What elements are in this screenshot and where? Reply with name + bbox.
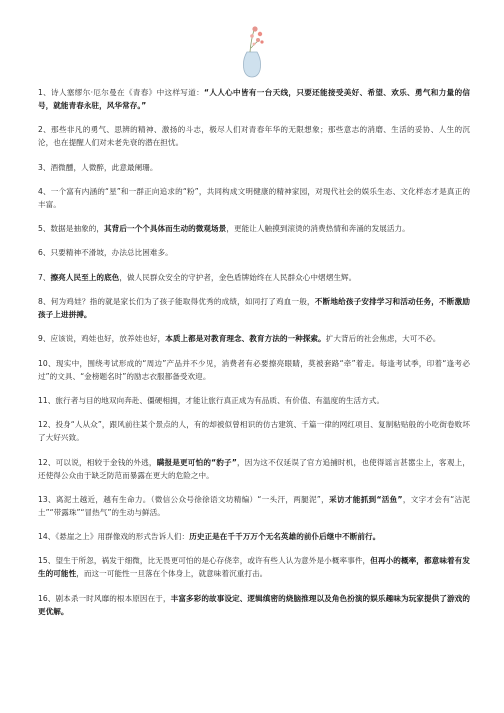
quote-item <box>38 332 470 345</box>
quote-item <box>38 271 470 284</box>
quote-item-text: 9、应该说，鸡娃也好，放养娃也好， <box>38 334 166 344</box>
quote-item-text: 7、 <box>38 272 51 282</box>
quote-item-text: 10、现实中，围绕考试形成的“周边”产品并不少见，消费者有必要擦亮眼睛，莫被套路“牵”着走。每逢考试季，印着“逢考必过”的文具、“金榜题名时”的励志衣服都备受欢迎。 <box>38 358 470 381</box>
quote-item-text: ，文字才会有“沾泥土”“带露珠”“冒热气”的生动与鲜活。 <box>38 494 471 517</box>
quote-item-bold: 其背后一个个具体而生动的微观场景 <box>104 224 227 234</box>
quote-item-bold: 不断地给孩子安排学习和活动任务，不断激励孩子上进拼搏。 <box>38 297 470 320</box>
quote-item-bold: 但再小的概率，都意味着有发生的可能性 <box>38 556 471 579</box>
quote-item <box>38 530 470 543</box>
quote-item-text: 4、一个富有内涵的“星”和一群正向追求的“粉”，共同构成文明健康的精神家园，对现代社会的娱乐生态、文化样态才是真正的丰富。 <box>38 186 470 209</box>
quote-item-text: 8、何为鸡娃？指的就是家长们为了孩子能取得优秀的成绩，如同打了鸡血一般， <box>38 297 315 307</box>
quote-list <box>38 86 470 629</box>
quote-item <box>38 357 470 383</box>
quote-item-text: 11、旅行者与目的地双向奔赴、僵硬相拥，才能让旅行真正成为有品质、有价值、有温度的生活方式。 <box>38 395 385 405</box>
quote-item-text: 14、《悬崖之上》用群像戏的形式告诉人们： <box>38 532 190 542</box>
quote-item-text: 1、诗人塞缪尔·厄尔曼在《青春》中这样写道： <box>38 88 205 97</box>
quote-item <box>38 246 470 259</box>
quote-item <box>38 185 470 211</box>
quote-item-text: 2、那些非凡的勇气、思辨的精神、激扬的斗志，极尽人们对青春年华的无限想象；那些意志的消磨、生活的妥协、人生的沉沦，也在提醒人们对未老先衰的潜在担忧。 <box>38 125 470 148</box>
quote-item-text: 15、望生于所忽，祸发于细微，比无畏更可怕的是心存侥幸，或许有些人认为意外是小概率事件， <box>38 556 371 566</box>
quote-item <box>38 592 470 618</box>
quote-item-text: 6、只要精神不滑坡，办法总比困难多。 <box>38 248 173 258</box>
quote-item-text: ，而这一可能性一旦落在个体身上，就意味着沉重打击。 <box>76 569 268 579</box>
quote-item-bold: 采访才能抓到“活鱼” <box>329 494 403 504</box>
quote-item-bold: 瞒报是更可怕的“豹子” <box>156 457 237 467</box>
quote-item <box>38 456 470 482</box>
vase-flower-icon <box>234 22 270 80</box>
quote-item-text: ，做人民群众安全的守护者，金色盾牌始终在人民群众心中熠熠生辉。 <box>119 272 357 282</box>
quote-item <box>38 222 470 235</box>
quote-item-bold: 擦亮人民至上的底色 <box>50 272 120 282</box>
quote-item-bold: “人人心中皆有一台天线，只要还能接受美好、希望、欢乐、勇气和力量的信号，就能青春永驻，风华常存。” <box>38 88 471 110</box>
quote-item <box>38 493 470 519</box>
quote-item-text: ，因为这不仅延误了官方追捕时机，也使得谣言甚嚣尘上，客观上，还使得公众由于缺乏防范而暴露在更大的危险之中。 <box>38 457 471 480</box>
quote-item-text: 12、可以说，相较于金钱的外逃， <box>38 457 157 467</box>
quote-item <box>38 554 470 580</box>
quote-item <box>38 295 470 321</box>
quote-item-text: 3、酒微醺，人微醉，此意最阑珊。 <box>38 162 158 172</box>
quote-item-bold: 本质上都是对教育理念、教育方法的一种探索。 <box>165 334 326 344</box>
quote-item-text: 13、离泥土越近，越有生命力。（微信公众号徐徐语文坊精编）“一头汗，两腿泥”， <box>38 494 330 504</box>
quote-item-bold: 历史正是在千千万万个无名英雄的前仆后继中不断前行。 <box>189 532 381 542</box>
quote-item-text: 12、投身“人从众”，跟风前往某个景点的人，有的却被似曾相识的仿古建筑、千篇一律的网红项目、复制粘贴般的小吃街卷败坏了大好兴致。 <box>38 420 470 443</box>
quote-item-bold: 丰富多彩的故事设定、逻辑缜密的烧脑推理以及角色扮演的娱乐趣味为玩家提供了游戏的更优解。 <box>38 593 471 616</box>
quote-item <box>38 161 470 174</box>
quote-item-text: ，更能让人触摸到滚烫的消费热情和奔涌的发展活力。 <box>226 224 410 234</box>
quote-item-text: 扩大背后的社会焦虑，大可不必。 <box>325 334 441 344</box>
quote-item <box>38 418 470 444</box>
quote-item <box>38 123 470 149</box>
quote-item <box>38 86 470 112</box>
quote-item-text: 5、数据是抽象的， <box>38 224 105 234</box>
quote-item-text: 16、剧本杀一时风靡的根本原因在于， <box>38 593 171 603</box>
quote-item <box>38 394 470 407</box>
